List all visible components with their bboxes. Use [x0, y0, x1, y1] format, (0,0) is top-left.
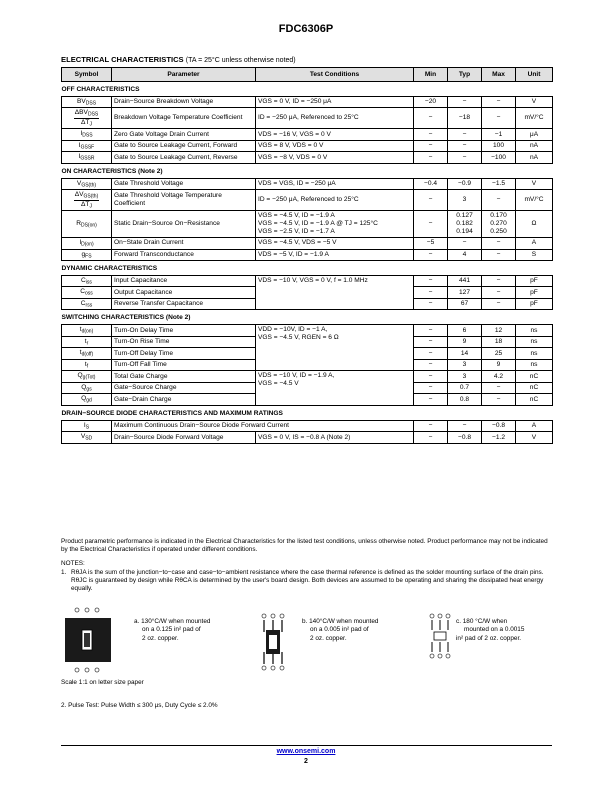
figure-b-caption	[302, 618, 378, 643]
typ-cell: 6	[448, 325, 482, 337]
figure-c-caption	[456, 618, 524, 643]
footer-divider	[61, 745, 552, 746]
max-cell: −1.5	[482, 178, 516, 190]
typ-cell: 14	[448, 348, 482, 360]
ec-heading	[61, 55, 296, 64]
min-cell: −	[414, 336, 448, 348]
max-cell: −100	[482, 152, 516, 164]
param-cell: Forward Transconductance	[112, 249, 256, 261]
max-cell: −	[482, 298, 516, 310]
min-cell: −	[414, 211, 448, 238]
caption-line: in² pad of 2 oz. copper.	[456, 634, 522, 642]
min-cell: −	[414, 275, 448, 287]
typ-cell: 3	[448, 359, 482, 371]
param-cell: Gate−Source Charge	[112, 382, 256, 394]
page-number: 2	[304, 758, 308, 765]
max-cell: 12	[482, 325, 516, 337]
typ-cell: −	[448, 152, 482, 164]
footer-website-link[interactable]: www.onsemi.com	[276, 748, 336, 755]
caption-line: b. 140°C/W when mounted	[302, 618, 379, 625]
max-cell	[482, 211, 516, 238]
param-cell: Gate−Drain Charge	[112, 394, 256, 406]
cond-line: VGS = −4.5 V	[258, 380, 299, 388]
symbol-bvdss: $BV_{DSS}$	[62, 96, 112, 108]
max-cell: −	[482, 275, 516, 287]
min-cell: −	[414, 371, 448, 383]
table-row	[62, 238, 553, 250]
param-cell: Maximum Continuous Drain−Source Diode Forward Current	[112, 420, 414, 432]
unit-cell: V	[516, 432, 553, 444]
unit-cell: ns	[516, 336, 553, 348]
param-cell: Drain−Source Breakdown Voltage	[112, 96, 256, 108]
max-cell: −	[482, 190, 516, 211]
symbol-vsd: $V_{SD}$	[62, 432, 112, 444]
note-1-number: 1.	[61, 569, 67, 576]
max-cell: 25	[482, 348, 516, 360]
disclaimer: Product parametric performance is indicated in the Electrical Characteristics for the listed test conditions, unless otherwise noted. Product performance may not be indicated by the Electrical Characteristics if operated under different conditions.	[61, 538, 548, 553]
max-cell: −	[482, 382, 516, 394]
max-cell: 9	[482, 359, 516, 371]
table-row	[62, 140, 553, 152]
typ-cell: −0.8	[448, 432, 482, 444]
symbol-is: $I_S$	[62, 420, 112, 432]
typ-line: 0.182	[456, 220, 473, 228]
table-header-row	[62, 68, 553, 82]
param-cell: Gate Threshold Voltage	[112, 178, 256, 190]
min-cell: −	[414, 287, 448, 299]
cond-line: VDS = −10 V, ID = −1.9 A,	[258, 372, 335, 380]
max-cell: −	[482, 108, 516, 129]
caption-line: a. 130°C/W when mounted	[134, 618, 211, 625]
notes-heading: NOTES:	[61, 560, 85, 567]
caption-line: mounted on a 0.0015	[464, 626, 525, 634]
cond-line: VGS = −4.5 V, ID = −1.9 A @ TJ = 125°C	[258, 220, 378, 228]
max-line: 0.250	[490, 228, 507, 236]
unit-cell: pF	[516, 275, 553, 287]
min-cell: −	[414, 190, 448, 211]
param-cell: Turn-Off Fall Time	[112, 359, 256, 371]
electrical-characteristics-table	[61, 67, 553, 444]
unit-cell: nC	[516, 394, 553, 406]
min-cell: −	[414, 298, 448, 310]
table-row	[62, 129, 553, 141]
figure-b-footprint	[258, 612, 288, 672]
ec-heading-text: ELECTRICAL CHARACTERISTICS	[61, 55, 184, 64]
document-title: FDC6306P	[278, 23, 334, 35]
unit-cell: nA	[516, 152, 553, 164]
cond-cell: VGS = 8 V, VDS = 0 V	[256, 140, 414, 152]
param-cell: On−State Drain Current	[112, 238, 256, 250]
symbol-rdson: $R_{DS(on)}$	[62, 211, 112, 238]
unit-cell: ns	[516, 348, 553, 360]
table-row	[62, 325, 553, 337]
max-cell: −	[482, 238, 516, 250]
min-cell: −	[414, 140, 448, 152]
symbol-tr: $t_r$	[62, 336, 112, 348]
typ-cell: −	[448, 238, 482, 250]
typ-cell: 441	[448, 275, 482, 287]
min-cell: −	[414, 325, 448, 337]
param-cell: Reverse Transfer Capacitance	[112, 298, 256, 310]
min-cell: −5	[414, 238, 448, 250]
table-row	[62, 249, 553, 261]
cond-cell: VGS = 0 V, ID = −250 μA	[256, 96, 414, 108]
caption-line: on a 0.125 in² pad of	[142, 626, 201, 634]
typ-cell: 0.7	[448, 382, 482, 394]
param-cell: Gate Threshold Voltage Temperature Coefficient	[112, 190, 256, 211]
min-cell: −	[414, 129, 448, 141]
param-cell: Gate to Source Leakage Current, Forward	[112, 140, 256, 152]
typ-line: 0.127	[456, 212, 473, 220]
min-cell: −	[414, 420, 448, 432]
table-row	[62, 420, 553, 432]
unit-cell: pF	[516, 298, 553, 310]
caption-line: 2 oz. copper.	[310, 634, 347, 642]
cond-line: VGS = −4.5 V, RGEN = 6 Ω	[258, 334, 339, 342]
cond-cell: VDS = −10 V, VGS = 0 V, f = 1.0 MHz	[256, 275, 414, 310]
min-cell: −	[414, 348, 448, 360]
max-cell: −	[482, 249, 516, 261]
cond-cell: VGS = −4.5 V, VDS = −5 V	[256, 238, 414, 250]
param-cell: Gate to Source Leakage Current, Reverse	[112, 152, 256, 164]
max-cell: −1.2	[482, 432, 516, 444]
note-1-text: RθJA is the sum of the junction−to−case and case−to−ambient resistance where the case thermal reference is defined as the solder mounting surface of the drain pins. RθJC is guaranteed by design while RθCA is determined by the user's board design. Both devices are assumed to be operating and sharing the dissipated heat energy equally.	[71, 569, 544, 592]
symbol-tf: $t_f$	[62, 359, 112, 371]
caption-line: c. 180 °C/W when	[456, 618, 508, 625]
max-cell: −	[482, 394, 516, 406]
section-on: ON CHARACTERISTICS (Note 2)	[61, 167, 163, 175]
cond-cell: VDS = VGS, ID = −250 μA	[256, 178, 414, 190]
unit-cell: μA	[516, 129, 553, 141]
figure-a-caption	[134, 618, 210, 643]
param-cell: Breakdown Voltage Temperature Coefficient	[112, 108, 256, 129]
symbol-gfs: $g_{FS}$	[62, 249, 112, 261]
table-row	[62, 190, 553, 211]
max-cell: 4.2	[482, 371, 516, 383]
param-cell: Input Capacitance	[112, 275, 256, 287]
cond-cell: VDS = −16 V, VGS = 0 V	[256, 129, 414, 141]
symbol-igssf: $I_{GSSF}$	[62, 140, 112, 152]
table-row	[62, 152, 553, 164]
section-off: OFF CHARACTERISTICS	[61, 86, 140, 93]
unit-cell: Ω	[516, 211, 553, 238]
param-cell: Turn-On Delay Time	[112, 325, 256, 337]
symbol-idss: $I_{DSS}$	[62, 129, 112, 141]
typ-cell: 0.8	[448, 394, 482, 406]
typ-cell: −	[448, 140, 482, 152]
typ-cell: −	[448, 129, 482, 141]
param-cell: Total Gate Charge	[112, 371, 256, 383]
min-cell: −	[414, 108, 448, 129]
cond-cell	[256, 325, 414, 371]
caption-line: on a 0.005 in² pad of	[310, 626, 369, 634]
cond-line: VGS = −2.5 V, ID = −1.7 A	[258, 228, 335, 236]
min-cell: −20	[414, 96, 448, 108]
col-parameter: Parameter	[112, 68, 256, 82]
max-cell: 100	[482, 140, 516, 152]
unit-cell: V	[516, 178, 553, 190]
typ-cell: 127	[448, 287, 482, 299]
symbol-idon: $I_{D(on)}$	[62, 238, 112, 250]
param-cell: Turn-On Rise Time	[112, 336, 256, 348]
cond-line: VGS = −4.5 V, ID = −1.9 A	[258, 212, 335, 220]
max-line: 0.170	[490, 212, 507, 220]
symbol-qgd: $Q_{gd}$	[62, 394, 112, 406]
typ-cell: 4	[448, 249, 482, 261]
cond-cell: ID = −250 μA, Referenced to 25°C	[256, 190, 414, 211]
param-cell: Drain−Source Diode Forward Voltage	[112, 432, 256, 444]
symbol-qgs: $Q_{gs}$	[62, 382, 112, 394]
unit-cell: nC	[516, 382, 553, 394]
unit-cell: ns	[516, 359, 553, 371]
note-1	[61, 569, 553, 593]
typ-line: 0.194	[456, 228, 473, 236]
min-cell: −	[414, 359, 448, 371]
figure-a-footprint	[62, 606, 114, 674]
typ-cell: −0.9	[448, 178, 482, 190]
col-max: Max	[482, 68, 516, 82]
min-cell: −	[414, 394, 448, 406]
symbol-ciss: $C_{iss}$	[62, 275, 112, 287]
table-row	[62, 211, 553, 238]
min-cell: −	[414, 382, 448, 394]
param-cell: Zero Gate Voltage Drain Current	[112, 129, 256, 141]
cond-cell	[256, 211, 414, 238]
figure-c-footprint	[428, 612, 452, 660]
param-cell: Output Capacitance	[112, 287, 256, 299]
unit-cell: A	[516, 420, 553, 432]
unit-cell: ns	[516, 325, 553, 337]
min-cell: −	[414, 152, 448, 164]
section-diode: DRAIN−SOURCE DIODE CHARACTERISTICS AND MAXIMUM RATINGS	[61, 409, 283, 417]
typ-cell: 3	[448, 371, 482, 383]
section-switching: SWITCHING CHARACTERISTICS (Note 2)	[61, 314, 191, 322]
cond-cell: ID = −250 μA, Referenced to 25°C	[256, 108, 414, 129]
cond-cell: VGS = −8 V, VDS = 0 V	[256, 152, 414, 164]
max-cell: −	[482, 96, 516, 108]
table-row	[62, 96, 553, 108]
symbol-igssr: $I_{GSSR}$	[62, 152, 112, 164]
max-cell: −1	[482, 129, 516, 141]
col-unit: Unit	[516, 68, 553, 82]
col-typ: Typ	[448, 68, 482, 82]
col-test-conditions: Test Conditions	[256, 68, 414, 82]
typ-cell: −	[448, 420, 482, 432]
unit-cell: S	[516, 249, 553, 261]
unit-cell: pF	[516, 287, 553, 299]
min-cell: −	[414, 249, 448, 261]
symbol-vgsth: $V_{GS(th)}$	[62, 178, 112, 190]
note-2: 2. Pulse Test: Pulse Width ≤ 300 μs, Duty Cycle ≤ 2.0%	[61, 702, 218, 709]
table-row	[62, 432, 553, 444]
cond-cell: VGS = 0 V, IS = −0.8 A (Note 2)	[256, 432, 414, 444]
typ-cell: 67	[448, 298, 482, 310]
typ-cell: 9	[448, 336, 482, 348]
max-cell: 18	[482, 336, 516, 348]
max-cell: −0.8	[482, 420, 516, 432]
typ-cell: 3	[448, 190, 482, 211]
typ-cell: −	[448, 96, 482, 108]
table-row	[62, 108, 553, 129]
min-cell: −	[414, 432, 448, 444]
unit-cell: nC	[516, 371, 553, 383]
symbol-dvgsth: $\Delta V_{GS(th)}$ $\Delta T_J$	[62, 190, 112, 211]
section-dynamic: DYNAMIC CHARACTERISTICS	[61, 265, 158, 273]
unit-cell: mV/°C	[516, 190, 553, 211]
symbol-qg: $Q_{g(Tot)}$	[62, 371, 112, 383]
param-cell: Static Drain−Source On−Resistance	[112, 211, 256, 238]
cond-cell	[256, 371, 414, 406]
symbol-crss: $C_{rss}$	[62, 298, 112, 310]
scale-note: Scale 1:1 on letter size paper	[61, 679, 144, 686]
unit-cell: nA	[516, 140, 553, 152]
max-line: 0.270	[490, 220, 507, 228]
cond-line: VDD = −10V, ID = −1 A,	[258, 326, 328, 334]
typ-cell	[448, 211, 482, 238]
max-cell: −	[482, 287, 516, 299]
unit-cell: A	[516, 238, 553, 250]
unit-cell: mV/°C	[516, 108, 553, 129]
col-min: Min	[414, 68, 448, 82]
min-cell: −0.4	[414, 178, 448, 190]
param-cell: Turn-Off Delay Time	[112, 348, 256, 360]
cond-cell: VDS = −5 V, ID = −1.9 A	[256, 249, 414, 261]
caption-line: 2 oz. copper.	[142, 634, 179, 642]
ec-heading-condition: (TA = 25°C unless otherwise noted)	[185, 57, 296, 64]
symbol-coss: $C_{oss}$	[62, 287, 112, 299]
table-row	[62, 178, 553, 190]
symbol-tdoff: $t_{d(off)}$	[62, 348, 112, 360]
symbol-dbvdss: $\Delta BV_{DSS}$ $\Delta T_J$	[62, 108, 112, 129]
table-row	[62, 371, 553, 383]
unit-cell: V	[516, 96, 553, 108]
col-symbol: Symbol	[62, 68, 112, 82]
table-row	[62, 275, 553, 287]
symbol-tdon: $t_{d(on)}$	[62, 325, 112, 337]
typ-cell: −18	[448, 108, 482, 129]
